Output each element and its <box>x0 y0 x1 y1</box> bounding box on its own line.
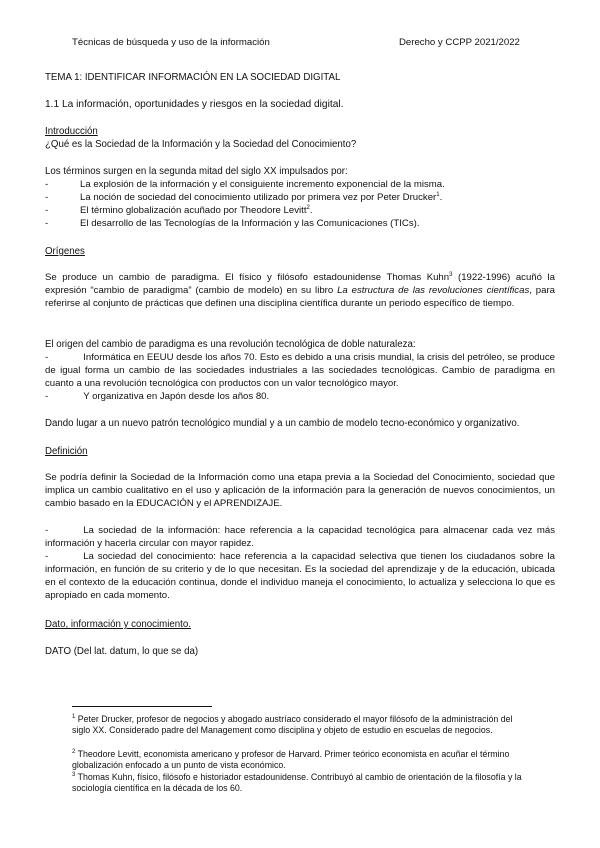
origenes-item: - Informática en EEUU desde los años 70. Esto es debido a una crisis mundial, la crisis del petróleo, se produce de igual forma un cambio de las sociedades industriales a las sociedades tecnológicas. Cambio de paradigma en cuanto a una revolución tecnológica con productos con un valor tecnológico mayor. <box>45 352 555 389</box>
dato-line: DATO (Del lat. datum, lo que se da) <box>45 646 199 657</box>
definicion-heading: Definición <box>45 446 88 457</box>
bullet-text: La explosión de la información y el consiguiente incremento exponencial de la misma. <box>80 179 445 190</box>
definicion-item: - La sociedad de la información: hace referencia a la capacidad tecnológica para almacenar cada vez más información y hacerla circular con mayor rapidez. <box>45 525 555 549</box>
bullet-dash: - <box>45 192 49 203</box>
bullet-text: El término globalización acuñado por Theodore Levitt$^2$. <box>80 204 313 216</box>
origenes-paragraph-2: El origen del cambio de paradigma es una revolución tecnológica de doble naturaleza: <box>45 339 416 350</box>
origenes-heading: Orígenes <box>45 246 85 257</box>
tema-title: TEMA 1: IDENTIFICAR INFORMACIÓN EN LA SOCIEDAD DIGITAL <box>45 72 341 83</box>
origenes-paragraph-3: Dando lugar a un nuevo patrón tecnológico mundial y a un cambio de modelo tecno-económico y organizativo. <box>45 418 520 429</box>
dato-heading: Dato, información y conocimiento. <box>45 619 191 630</box>
origenes-item: - Y organizativa en Japón desde los años 80. <box>45 391 270 402</box>
footnote-separator <box>72 706 212 707</box>
bullet-dash: - <box>45 551 49 562</box>
footnote-ref[interactable]: 3 <box>449 271 453 278</box>
subtema-title: 1.1 La información, oportunidades y riesgos en la sociedad digital. <box>45 99 344 110</box>
bullet-text: El desarrollo de las Tecnologías de la Información y las Comunicaciones (TICs). <box>80 218 420 229</box>
origenes-paragraph: Se produce un cambio de paradigma. El físico y filósofo estadounidense Thomas Kuhn$^3$ (1922-1996) acuñó la expresión “cambio de paradigma” (cambio de modelo) en su libro La estructura de las revoluciones científicas, para referirse al conjunto de prácticas que definen una disciplina científica durante un periodo específico de tiempo. <box>45 271 555 309</box>
bullet-dash: - <box>45 179 49 190</box>
bullet-text: La noción de sociedad del conocimiento utilizado por primera vez por Peter Drucker$^1$. <box>80 191 443 203</box>
definicion-paragraph: Se podría definir la Sociedad de la Información como una etapa previa a la Sociedad del Conocimiento, sociedad que implica un cambio cualitativo en el uso y aplicación de la información para la generación de nuevos conocimientos, un cambio basado en la EDUCACIÓN y el APRENDIZAJE. <box>45 472 555 509</box>
book-title: La estructura de las revoluciones científicas <box>337 284 530 296</box>
bullet-dash: - <box>45 205 49 216</box>
footnote-ref[interactable]: 2 <box>306 204 310 211</box>
bullet-dash: - <box>45 525 49 536</box>
bullet-dash: - <box>45 391 49 402</box>
header-right: Derecho y CCPP 2021/2022 <box>399 37 520 48</box>
header-left: Técnicas de búsqueda y uso de la información <box>72 37 270 48</box>
bullet-dash: - <box>45 352 49 363</box>
footnote: $^2$ Theodore Levitt, economista americano y profesor de Harvard. Primer teórico economista en acuñar el término globalización enfocado a un punto de vista económico. <box>72 749 510 771</box>
footnote-ref[interactable]: 1 <box>436 191 440 198</box>
footnote: $^1$ Peter Drucker, profesor de negocios y abogado austríaco considerado el mayor filósofo de la administración del siglo XX. Considerado padre del Management como disciplina y objeto de estudio en escuelas de negocios. <box>72 714 513 736</box>
footnote: $^3$ Thomas Kuhn, físico, filósofo e historiador estadounidense. Contribuyó al cambio de orientación de la filosofía y la sociología científica en la década de los 60. <box>72 772 522 794</box>
intro-lead: Los términos surgen en la segunda mitad del siglo XX impulsados por: <box>45 166 348 177</box>
intro-question: ¿Qué es la Sociedad de la Información y la Sociedad del Conocimiento? <box>45 139 357 150</box>
bullet-dash: - <box>45 218 49 229</box>
definicion-item: - La sociedad del conocimiento: hace referencia a la capacidad selectiva que tienen los ciudadanos sobre la información, en función de su criterio y de lo que necesitan. Es la sociedad del aprendizaje y de la educación, ubicada en el contexto de la educación continua, donde el individuo maneja el conocimiento, lo actualiza y selecciona lo que es apropiado en cada momento. <box>45 551 555 601</box>
intro-heading: Introducción <box>45 126 98 137</box>
